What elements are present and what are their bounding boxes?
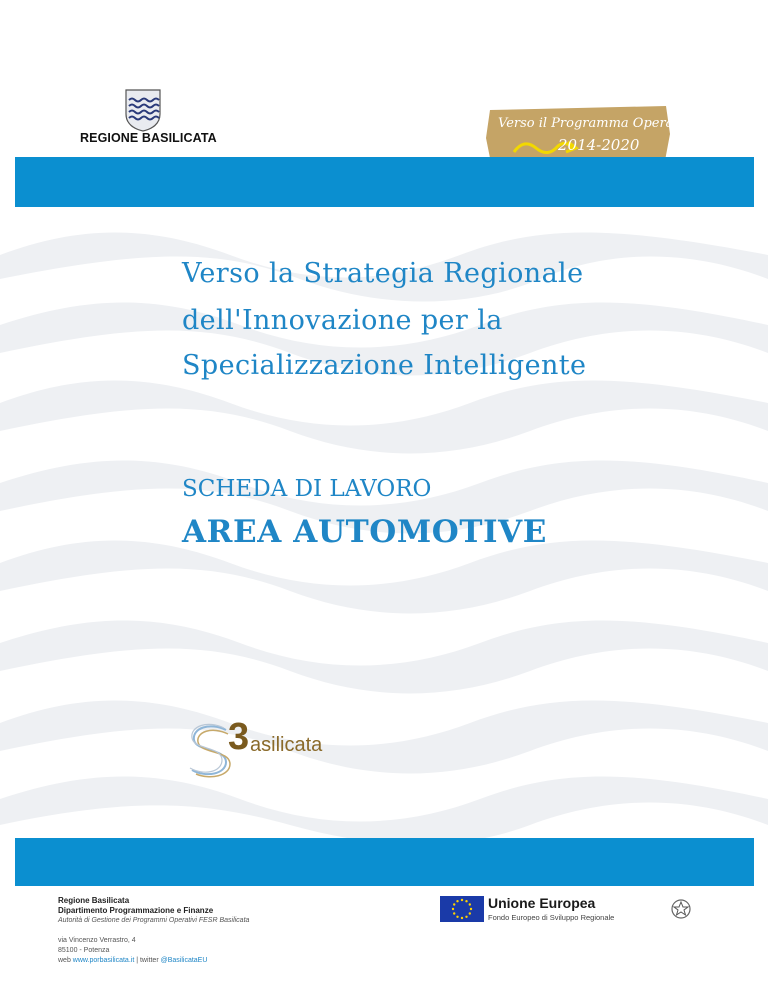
cover-title-line-2: dell'Innovazione per la (182, 305, 503, 336)
footer-twitter-label: twitter (139, 957, 159, 964)
footer-band (15, 838, 754, 886)
header-band (15, 157, 754, 207)
region-name: REGIONE BASILICATA (80, 131, 217, 145)
italian-republic-emblem-icon (670, 897, 692, 921)
footer-authority: Autorità di Gestione dei Programmi Operativi FESR Basilicata (58, 917, 250, 924)
s3-logo-number: 3 (228, 716, 250, 758)
regione-basilicata-crest-icon (124, 88, 162, 132)
footer-contact-block (58, 896, 378, 966)
program-badge-line2: 2014-2020 (558, 136, 640, 154)
eu-title: Unione Europea (488, 895, 596, 911)
cover-title-line-1: Verso la Strategia Regionale (182, 258, 584, 289)
footer-twitter-link[interactable]: @BasilicataEU (160, 957, 208, 964)
footer-org-name: Regione Basilicata (58, 896, 130, 905)
footer-address-line1: via Vincenzo Verrastro, 4 (58, 937, 136, 944)
eu-subtitle: Fondo Europeo di Sviluppo Regionale (488, 913, 615, 922)
s3-logo-word: asilicata (250, 734, 323, 756)
cover-title-line-3: Specializzazione Intelligente (182, 350, 587, 381)
footer-department: Dipartimento Programmazione e Finanze (58, 906, 214, 915)
document-subtitle: SCHEDA DI LAVORO (182, 476, 432, 502)
footer-web-label: web (58, 957, 71, 964)
footer-address-line2: 85100 - Potenza (58, 947, 110, 954)
footer-web-link[interactable]: www.porbasilicata.it (72, 957, 135, 964)
area-title: AREA AUTOMOTIVE (182, 514, 548, 550)
eu-flag-icon (440, 896, 484, 922)
program-badge-line1: Verso il Programma Operativo (498, 116, 698, 131)
footer-web-row: web www.porbasilicata.it | twitter @BasilicataEU (58, 957, 208, 964)
